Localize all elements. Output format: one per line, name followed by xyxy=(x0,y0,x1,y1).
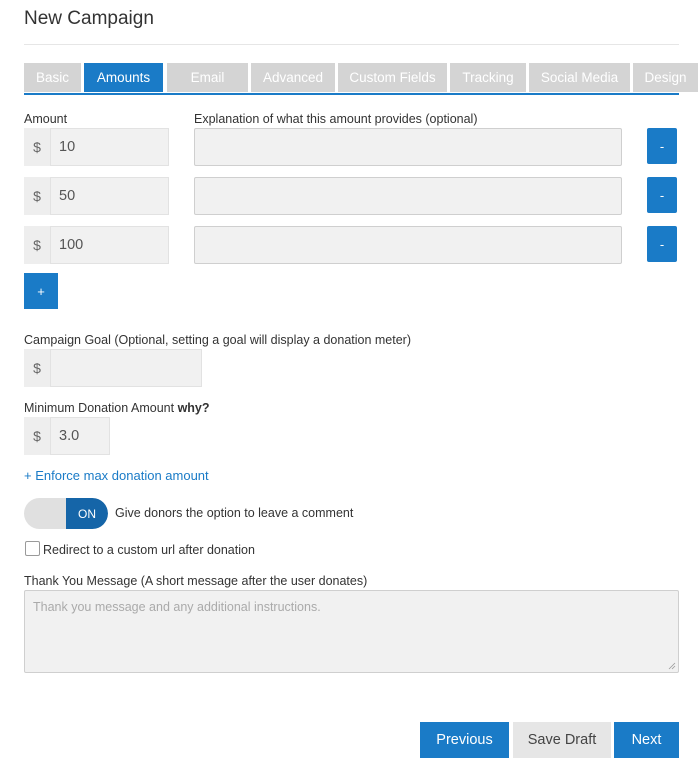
remove-amount-button-2[interactable]: - xyxy=(647,177,677,213)
currency-symbol: $ xyxy=(24,226,50,264)
tab-social-media[interactable]: Social Media xyxy=(529,63,630,92)
currency-symbol: $ xyxy=(24,177,50,215)
minimum-donation-label-text: Minimum Donation Amount xyxy=(24,401,175,415)
minimum-donation-input[interactable]: 3.0 xyxy=(50,417,110,455)
next-button[interactable]: Next xyxy=(614,722,679,758)
tab-bar xyxy=(24,63,687,95)
redirect-checkbox[interactable] xyxy=(25,541,40,556)
tab-email[interactable]: Email xyxy=(167,63,248,92)
remove-amount-button-3[interactable]: - xyxy=(647,226,677,262)
tab-amounts[interactable]: Amounts xyxy=(84,63,163,92)
add-amount-button[interactable]: + xyxy=(24,273,58,309)
currency-symbol: $ xyxy=(24,417,50,455)
title-divider xyxy=(24,44,679,45)
redirect-label: Redirect to a custom url after donation xyxy=(43,543,255,557)
comment-toggle[interactable] xyxy=(24,498,108,529)
previous-button[interactable]: Previous xyxy=(420,722,509,758)
enforce-max-donation-link[interactable]: + Enforce max donation amount xyxy=(24,468,209,483)
resize-grip-icon[interactable] xyxy=(668,662,676,670)
amount-header: Amount xyxy=(24,112,68,126)
tab-advanced[interactable]: Advanced xyxy=(251,63,335,92)
thank-you-textarea[interactable] xyxy=(24,590,679,673)
campaign-goal-input[interactable] xyxy=(50,349,202,387)
tab-custom-fields[interactable]: Custom Fields xyxy=(338,63,447,92)
thank-you-placeholder: Thank you message and any additional instructions. xyxy=(33,600,321,614)
tab-basic[interactable]: Basic xyxy=(24,63,81,92)
thank-you-label: Thank You Message (A short message after the user donates) xyxy=(24,574,368,588)
amount-explanation-input-3[interactable] xyxy=(194,226,622,264)
comment-toggle-label: Give donors the option to leave a comment xyxy=(115,506,354,520)
minimum-donation-label xyxy=(24,401,210,415)
toggle-on-label: ON xyxy=(66,498,108,529)
tab-design[interactable]: Design xyxy=(633,63,698,92)
amount-input-3[interactable]: 100 xyxy=(50,226,169,264)
campaign-goal-label: Campaign Goal (Optional, setting a goal will display a donation meter) xyxy=(24,333,412,347)
amount-explanation-input-1[interactable] xyxy=(194,128,622,166)
remove-amount-button-1[interactable]: - xyxy=(647,128,677,164)
amount-explanation-input-2[interactable] xyxy=(194,177,622,215)
tab-tracking[interactable]: Tracking xyxy=(450,63,526,92)
page-title: New Campaign xyxy=(24,8,154,29)
explanation-header: Explanation of what this amount provides (optional) xyxy=(194,112,478,126)
save-draft-button[interactable]: Save Draft xyxy=(513,722,611,758)
amount-input-1[interactable]: 10 xyxy=(50,128,169,166)
why-link[interactable]: why? xyxy=(177,401,210,415)
currency-symbol: $ xyxy=(24,349,50,387)
amount-input-2[interactable]: 50 xyxy=(50,177,169,215)
currency-symbol: $ xyxy=(24,128,50,166)
